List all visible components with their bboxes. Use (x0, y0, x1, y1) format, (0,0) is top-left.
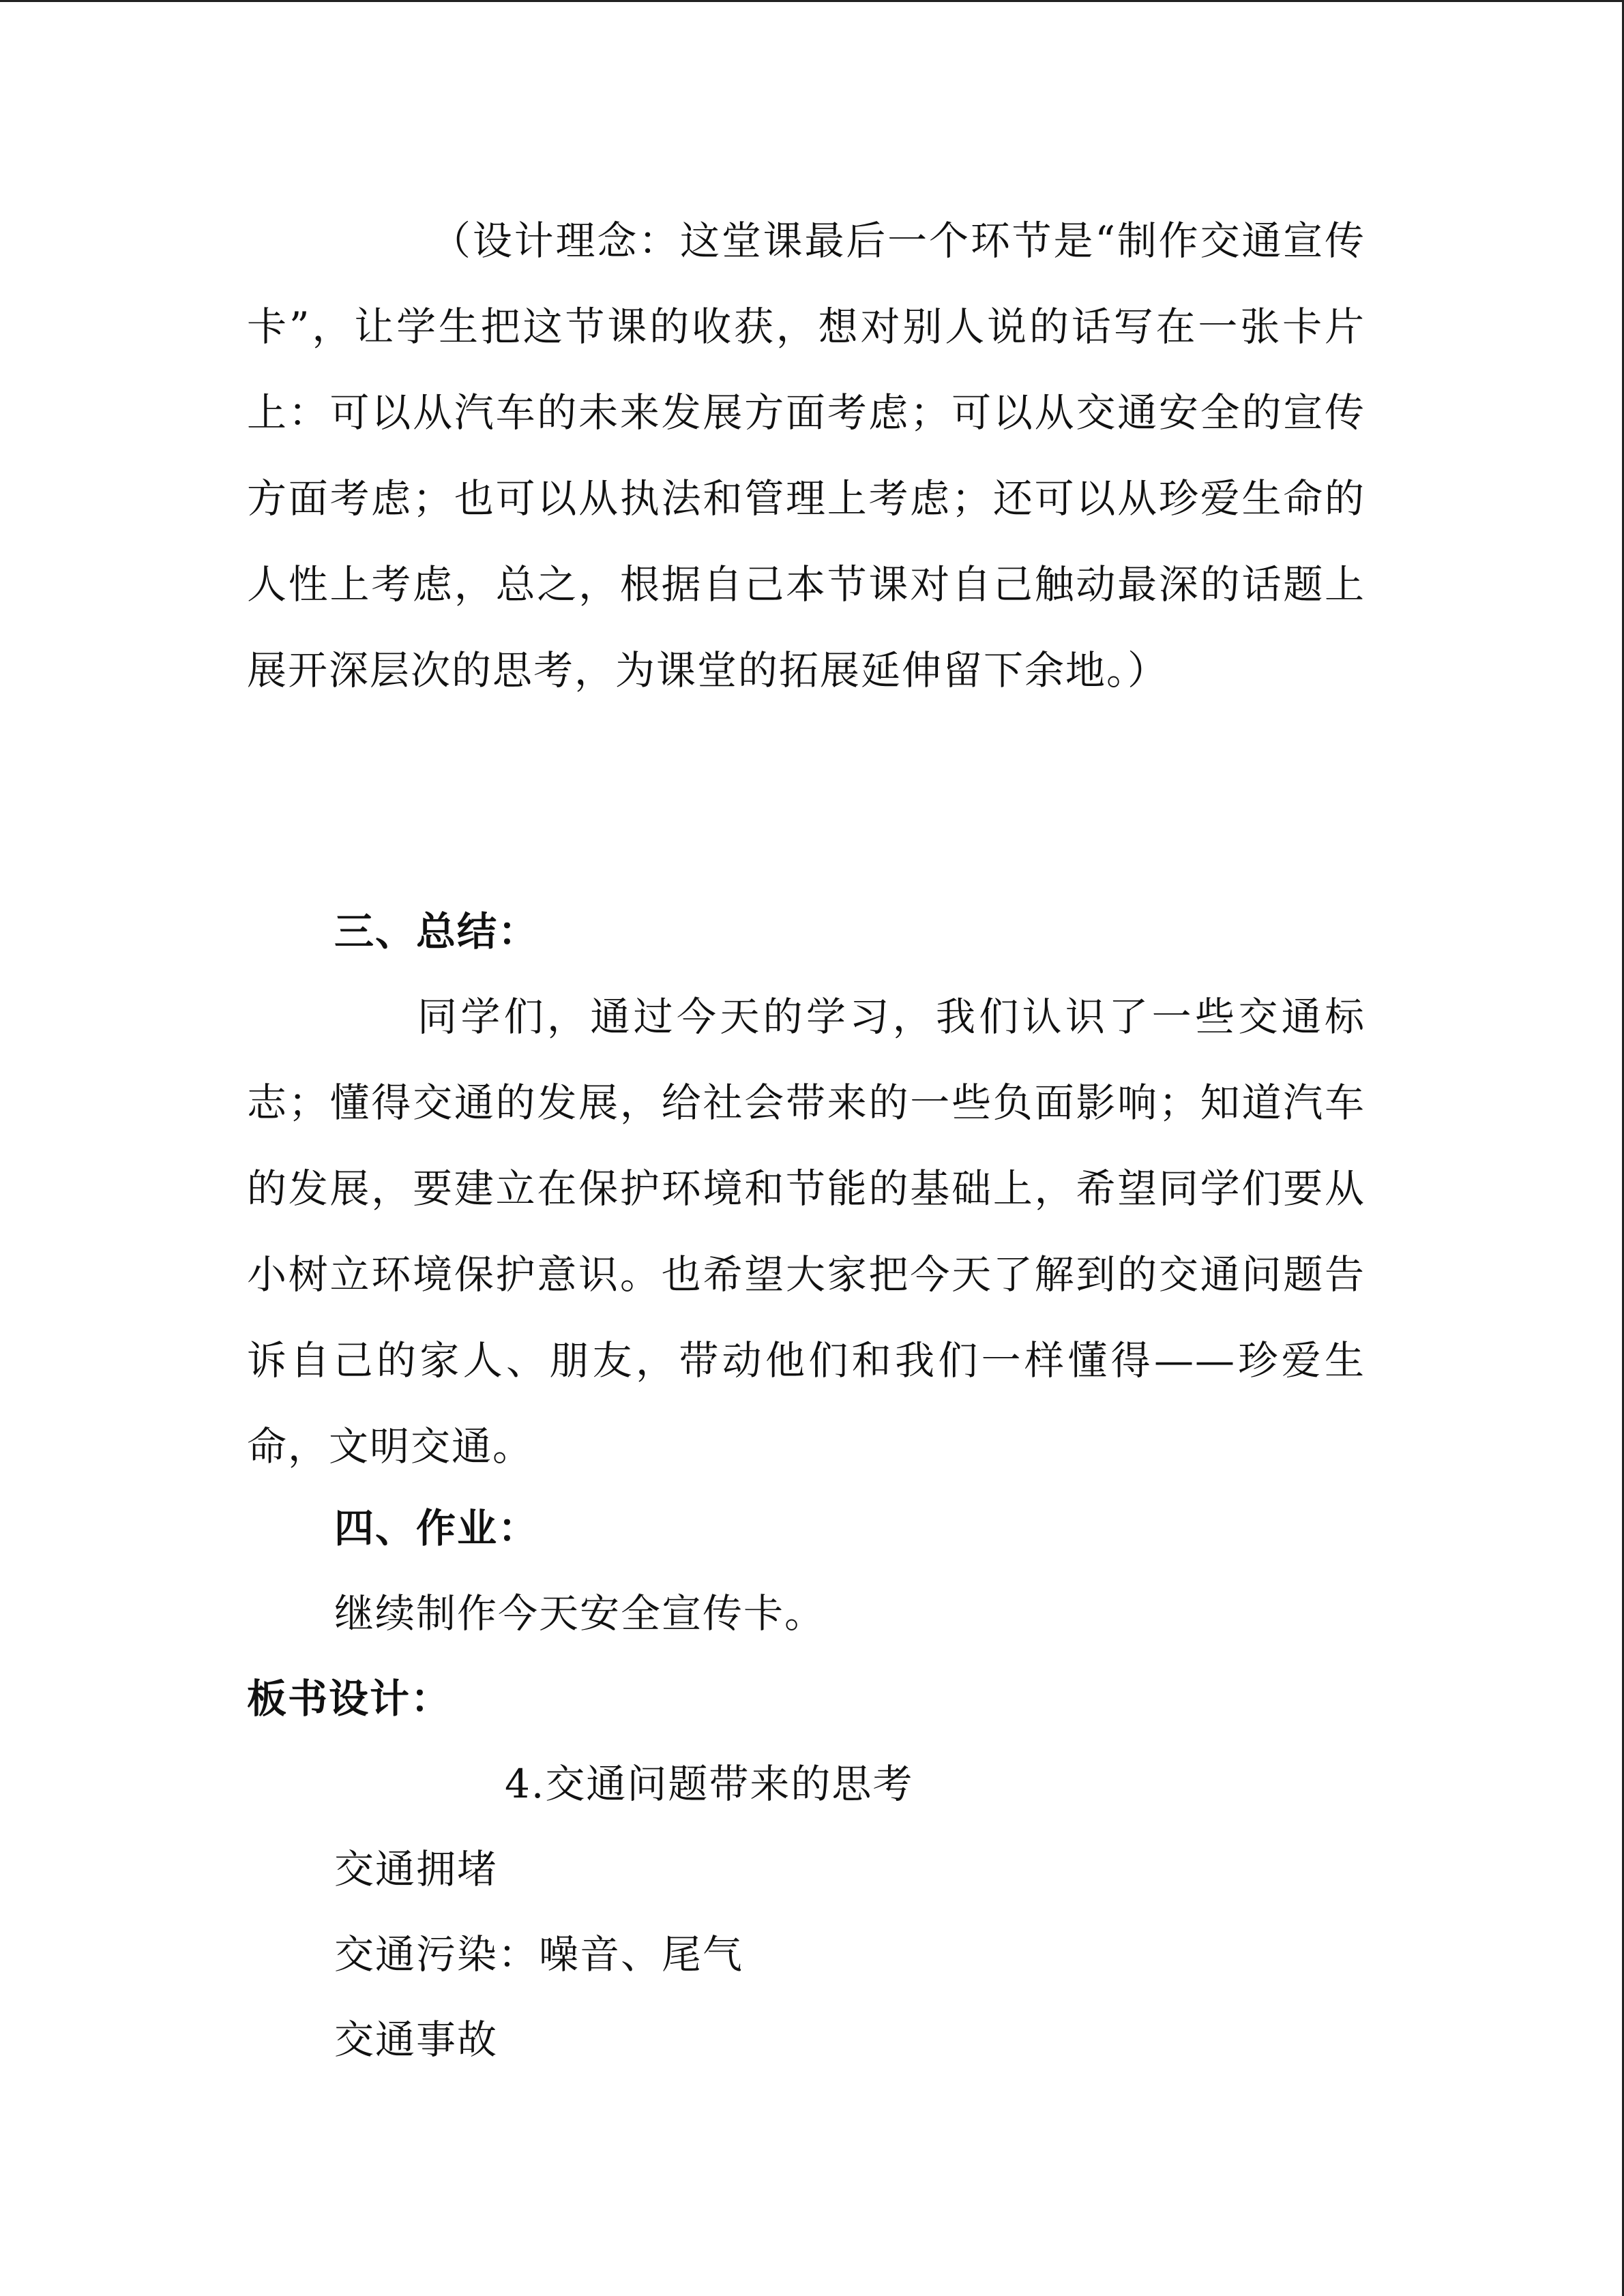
summary-paragraph: 同学们，通过今天的学习，我们认识了一些交通标志；懂得交通的发展，给社会带来的一些负面影响；知道汽车的发展，要建立在保护环境和节能的基础上，希望同学们要从小树立环境保护意识。也希望大家把今天了解到的交通问题告诉自己的家人、朋友，带动他们和我们一样懂得——珍爱生命，文明交通。 (247, 994, 1365, 1470)
board-item-congestion: 交通拥堵 (334, 1846, 499, 1892)
summary-heading: 三、总结： (334, 908, 540, 955)
board-item-pollution: 交通污染：噪音、尾气 (334, 1931, 744, 1978)
board-item-accidents: 交通事故 (334, 2016, 499, 2063)
board-design-title: 4.交通问题带来的思考 (505, 1761, 914, 1807)
design-note-paragraph: （设计理念：这堂课最后一个环节是“制作交通宣传卡”，让学生把这节课的收获，想对别人说的话写在一张卡片上：可以从汽车的未来发展方面考虑；可以从交通安全的宣传方面考虑；也可以从执法和管理上考虑；还可以从珍爱生命的人性上考虑，总之，根据自己本节课对自己触动最深的话题上展开深层次的思考，为课堂的拓展延伸留下余地。） (247, 218, 1365, 694)
homework-text: 继续制作今天安全宣传卡。 (334, 1590, 826, 1637)
homework-heading: 四、作业： (334, 1505, 540, 1551)
board-design-heading: 板书设计： (247, 1675, 452, 1722)
page-border-top (0, 0, 1624, 2)
